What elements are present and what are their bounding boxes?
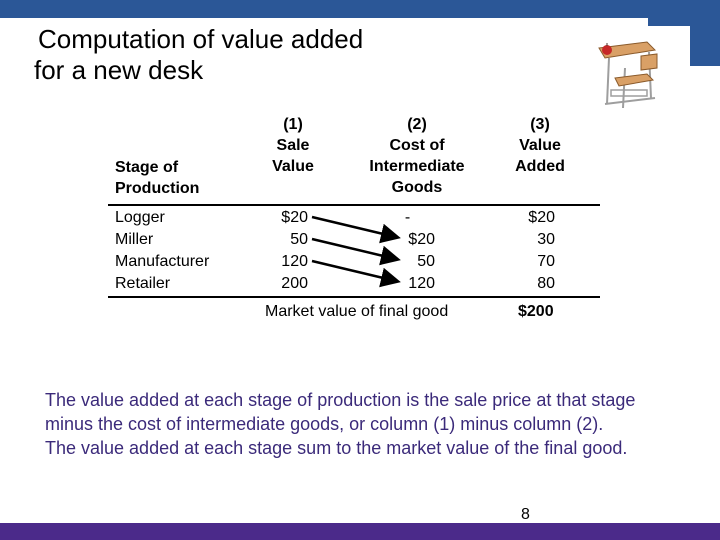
stage-of-production-header [115, 157, 199, 199]
value-added-manufacturer: 70 [537, 253, 555, 270]
note-line-1: The value added at each stage of production is the sale price at that stage [45, 390, 636, 410]
col2-header-line-2: Cost of [389, 137, 445, 154]
arrow-miller-to-manufacturer [312, 239, 396, 259]
school-desk-icon [585, 28, 665, 110]
col1-header [262, 114, 324, 177]
slide-title [34, 24, 363, 86]
cost-retailer: 120 [408, 275, 435, 292]
value-added-logger: $20 [528, 209, 555, 226]
stage-header-line-1: Stage of [115, 159, 179, 176]
value-added-retailer: 80 [537, 275, 555, 292]
stage-miller: Miller [115, 231, 154, 248]
col2-header-line-3: Intermediate [369, 158, 465, 175]
cost-miller: $20 [408, 231, 435, 248]
col1-header-line-2: Sale [276, 137, 310, 154]
page-number: 8 [521, 506, 530, 523]
col2-header [355, 114, 479, 198]
value-added-miller: 30 [537, 231, 555, 248]
top-banner [0, 0, 720, 18]
sale-value-retailer: 200 [281, 275, 308, 292]
sale-value-logger: $20 [281, 209, 308, 226]
note-line-2: minus the cost of intermediate goods, or column (1) minus column (2). [45, 414, 604, 434]
title-line-1: Computation of value added [38, 24, 364, 54]
arrow-manufacturer-to-retailer [312, 261, 396, 281]
explanation-note [45, 388, 715, 460]
bottom-banner [0, 523, 720, 540]
sale-value-miller: 50 [290, 231, 308, 248]
col3-header-line-2: Value [519, 137, 561, 154]
note-line-3: The value added at each stage sum to the market value of the final good. [45, 438, 628, 458]
cost-manufacturer: 50 [417, 253, 435, 270]
transfer-arrows [300, 205, 410, 297]
market-value-label: Market value of final good [265, 303, 449, 320]
col2-header-line-4: Goods [391, 179, 443, 196]
stage-manufacturer: Manufacturer [115, 253, 210, 270]
stage-header-line-2: Production [115, 180, 200, 197]
cost-logger: - [404, 209, 411, 226]
col2-header-line-1: (2) [407, 116, 427, 133]
col3-header [505, 114, 575, 177]
col1-header-line-1: (1) [283, 116, 303, 133]
sale-value-manufacturer: 120 [281, 253, 308, 270]
table-bottom-rule [108, 296, 600, 298]
title-line-2: for a new desk [34, 55, 204, 85]
col1-header-line-3: Value [272, 158, 314, 175]
market-value-total: $200 [518, 303, 554, 320]
stage-retailer: Retailer [115, 275, 171, 292]
col3-header-line-1: (3) [530, 116, 550, 133]
stage-logger: Logger [115, 209, 165, 226]
arrow-logger-to-miller [312, 217, 396, 237]
col3-header-line-3: Added [515, 158, 565, 175]
corner-accent-block [690, 18, 720, 66]
